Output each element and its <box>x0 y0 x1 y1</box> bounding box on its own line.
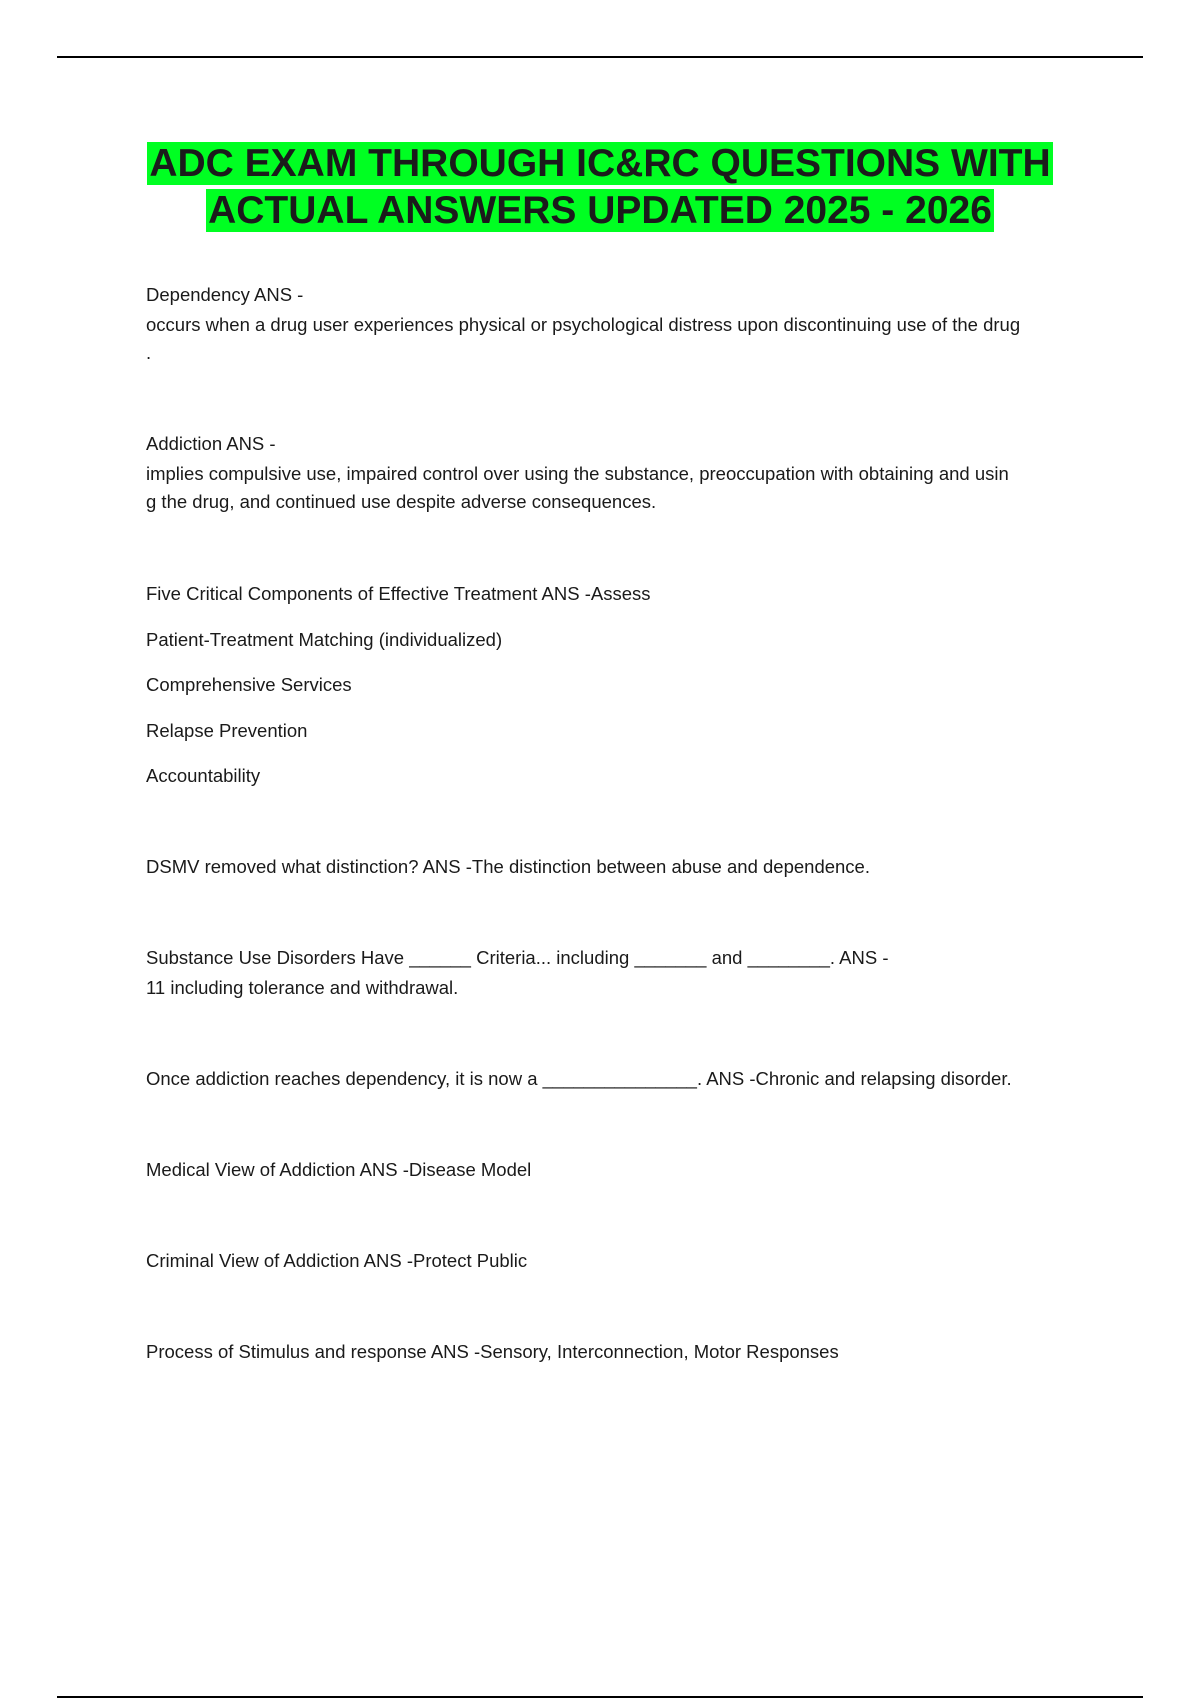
answer-text-continued: g the drug, and continued use despite adverse consequences. <box>146 491 657 512</box>
answer-list-item: Relapse Prevention <box>146 720 308 741</box>
question-text: Five Critical Components of Effective Treatment ANS -Assess <box>146 583 651 604</box>
bottom-divider <box>57 1696 1143 1698</box>
question-text: Substance Use Disorders Have ______ Criteria... including _______ and ________. ANS - <box>146 947 889 968</box>
question-text: Medical View of Addiction ANS -Disease Model <box>146 1159 532 1180</box>
question-text: Dependency ANS - <box>146 284 304 305</box>
title-line-2: ACTUAL ANSWERS UPDATED 2025 - 2026 <box>208 189 992 232</box>
question-text: Criminal View of Addiction ANS -Protect Public <box>146 1250 528 1271</box>
question-text: Once addiction reaches dependency, it is now a _______________. ANS -Chronic and relapsing disorder. <box>146 1068 1012 1089</box>
answer-text: implies compulsive use, impaired control over using the substance, preoccupation with obtaining and usin <box>146 463 1009 484</box>
answer-text: occurs when a drug user experiences physical or psychological distress upon discontinuing use of the drug <box>146 314 1021 335</box>
question-text: Addiction ANS - <box>146 433 276 454</box>
top-divider <box>57 56 1143 58</box>
answer-list-item: Comprehensive Services <box>146 674 352 695</box>
title-line-1: ADC EXAM THROUGH IC&RC QUESTIONS WITH <box>149 142 1051 185</box>
answer-text-continued: . <box>146 342 152 363</box>
answer-list-item: Accountability <box>146 765 261 786</box>
answer-list-item: Patient-Treatment Matching (individualized) <box>146 629 503 650</box>
document-title <box>60 140 1140 234</box>
answer-text: 11 including tolerance and withdrawal. <box>146 977 459 998</box>
question-text: Process of Stimulus and response ANS -Sensory, Interconnection, Motor Responses <box>146 1341 839 1362</box>
question-text: DSMV removed what distinction? ANS -The distinction between abuse and dependence. <box>146 856 870 877</box>
